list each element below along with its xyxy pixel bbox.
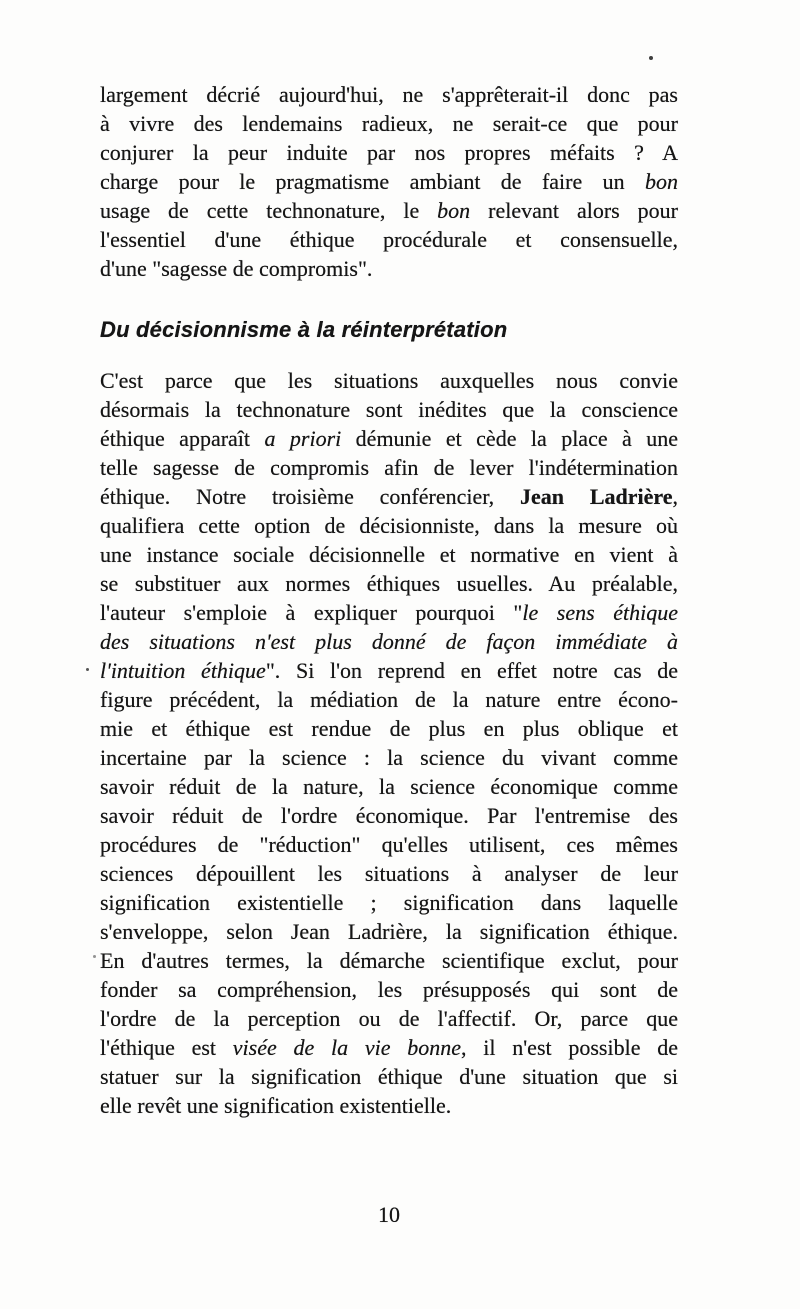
section-heading: Du décisionnisme à la réinterprétation: [100, 317, 508, 342]
text-line: [100, 453, 678, 482]
text-line: [100, 138, 678, 167]
text-line: [100, 1062, 678, 1091]
text-segment: fonder sa compréhension, les présupposés qui sont de: [100, 977, 678, 1002]
text-segment: savoir réduit de la nature, la science économique comme: [100, 774, 678, 799]
text-segment: ". Si l'on reprend en effet notre cas de: [265, 658, 678, 683]
text-segment: à vivre des lendemains radieux, ne serait-ce que pour: [100, 111, 678, 136]
text-segment: visée de la vie bonne: [232, 1035, 461, 1060]
text-segment: conjurer la peur induite par nos propres méfaits ? A: [100, 140, 678, 165]
text-segment: une instance sociale décisionnelle et normative en vient à: [100, 542, 678, 567]
text-segment: l'éthique est: [100, 1035, 233, 1060]
text-line: [100, 598, 678, 627]
text-line: [100, 225, 678, 254]
text-segment: qualifiera cette option de décisionniste, dans la mesure où: [100, 513, 678, 538]
text-line: [100, 1004, 678, 1033]
page-number: 10: [378, 1202, 400, 1227]
text-line: [100, 196, 678, 225]
text-segment: figure précédent, la médiation de la nature entre écono-: [100, 687, 678, 712]
scan-speck: [93, 955, 96, 958]
text-line: [100, 511, 678, 540]
text-line: [100, 424, 678, 453]
text-segment: incertaine par la science : la science du vivant comme: [100, 745, 678, 770]
text-segment: éthique. Notre troisième conférencier,: [100, 484, 520, 509]
text-line: [100, 167, 678, 196]
text-segment: telle sagesse de compromis afin de lever l'indétermination: [100, 455, 678, 480]
text-segment: statuer sur la signification éthique d'une situation que si: [100, 1064, 678, 1089]
text-line: [100, 395, 678, 424]
text-segment: usage de cette technonature, le: [100, 198, 438, 223]
text-segment: désormais la technonature sont inédites que la conscience: [100, 397, 678, 422]
text-line: [100, 685, 678, 714]
text-line: [100, 917, 678, 946]
text-line: [100, 714, 678, 743]
text-segment: se substituer aux normes éthiques usuelles. Au préalable,: [100, 571, 678, 596]
text-line: [100, 888, 678, 917]
text-segment: largement décrié aujourd'hui, ne s'apprêterait-il donc pas: [100, 82, 678, 107]
text-line: [100, 80, 678, 109]
text-segment: d'une "sagesse de compromis".: [100, 256, 373, 281]
text-segment: Jean Ladrière: [520, 484, 673, 509]
scan-speck: [86, 668, 89, 671]
text-segment: le sens éthique: [522, 600, 678, 625]
text-line: [100, 540, 678, 569]
text-segment: ,: [672, 484, 678, 509]
text-segment: signification existentielle ; signification dans laquelle: [100, 890, 678, 915]
text-line: [100, 254, 678, 283]
text-line: [100, 482, 678, 511]
paragraph-2: [100, 366, 678, 1120]
text-line: [100, 830, 678, 859]
text-segment: bon: [437, 198, 471, 223]
text-line: [100, 975, 678, 1004]
text-line: [100, 1033, 678, 1062]
text-line: [100, 1091, 678, 1120]
text-line: [100, 801, 678, 830]
text-segment: , il n'est possible de: [461, 1035, 678, 1060]
text-line: [100, 366, 678, 395]
text-segment: procédures de "réduction" qu'elles utilisent, ces mêmes: [100, 832, 678, 857]
text-line: [100, 569, 678, 598]
text-line: [100, 772, 678, 801]
text-line: [100, 946, 678, 975]
text-segment: mie et éthique est rendue de plus en plus oblique et: [100, 716, 678, 741]
page-content: [100, 80, 678, 1120]
text-line: [100, 859, 678, 888]
text-segment: C'est parce que les situations auxquelles nous convie: [100, 368, 678, 393]
text-line: [100, 656, 678, 685]
text-segment: charge pour le pragmatisme ambiant de faire un: [100, 169, 645, 194]
text-line: [100, 627, 678, 656]
text-segment: savoir réduit de l'ordre économique. Par l'entremise des: [100, 803, 678, 828]
text-segment: elle revêt une signification existentielle.: [100, 1093, 452, 1118]
text-segment: des situations n'est plus donné de façon immédiate à: [100, 629, 678, 654]
text-segment: démunie et cède la place à une: [341, 426, 678, 451]
text-segment: l'intuition éthique: [100, 658, 266, 683]
text-segment: sciences dépouillent les situations à analyser de leur: [100, 861, 678, 886]
scan-speck: [649, 56, 653, 60]
text-segment: bon: [645, 169, 678, 194]
text-segment: l'essentiel d'une éthique procédurale et consensuelle,: [100, 227, 678, 252]
text-segment: éthique apparaît: [100, 426, 265, 451]
text-segment: l'auteur s'emploie à expliquer pourquoi ": [100, 600, 523, 625]
text-segment: a priori: [264, 426, 342, 451]
paragraph-1: [100, 80, 678, 283]
text-line: [100, 109, 678, 138]
text-segment: l'ordre de la perception ou de l'affectif. Or, parce que: [100, 1006, 678, 1031]
text-segment: s'enveloppe, selon Jean Ladrière, la signification éthique.: [100, 919, 678, 944]
text-line: [100, 743, 678, 772]
text-segment: relevant alors pour: [470, 198, 678, 223]
text-segment: En d'autres termes, la démarche scientifique exclut, pour: [100, 948, 678, 973]
